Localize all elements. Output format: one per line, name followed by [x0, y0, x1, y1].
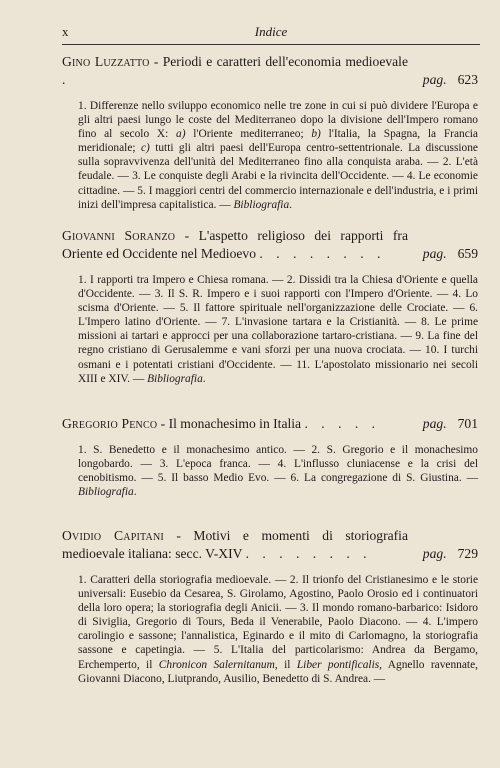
summary-text: l'Oriente mediterraneo; — [185, 128, 312, 141]
entry-heading — [62, 53, 478, 89]
leader-dots: . . . . . — [304, 416, 381, 431]
summary-text: , Agnello ravennate, Giovanni Diacono, Liutprando, Ausilio, Benedetto di S. Andrea. — — [78, 658, 478, 685]
entry-summary — [78, 99, 478, 212]
page-reference — [423, 415, 478, 433]
entry-heading — [62, 415, 478, 433]
page-reference — [423, 71, 478, 89]
page-reference — [423, 545, 478, 563]
summary-italic: a) — [176, 128, 186, 141]
summary-text: , il — [274, 658, 297, 671]
header-rule — [62, 44, 480, 45]
summary-end: . — [202, 372, 206, 385]
leader-dots: . — [62, 72, 71, 87]
bibliography-label: Bibliografia — [233, 198, 290, 211]
entry-title: - Periodi e caratteri dell'economia medioevale — [149, 54, 408, 69]
entry-author: Gregorio Penco — [62, 416, 158, 431]
toc-entry — [62, 227, 478, 386]
page-number-ref: 701 — [457, 416, 478, 431]
entry-summary — [78, 273, 478, 386]
entry-author: Giovanni Soranzo — [62, 228, 176, 243]
entry-summary — [78, 573, 478, 686]
pag-label: pag. — [422, 72, 447, 87]
page-reference — [423, 245, 478, 263]
entry-heading — [62, 227, 478, 263]
toc-entry — [62, 527, 478, 686]
entry-title: - Il monachesimo in Italia — [157, 416, 302, 431]
summary-text: 1. I rapporti tra Impero e Chiesa romana. — 2. Dissidi tra la Chiesa d'Oriente e quella d'Occidente. — 3. Il S. R. Impero e i suoi rapporti con l'Impero d'Oriente. — 4. Lo scisma d'Oriente. — 5. Il fattore spirituale nell'organizzazione delle Crociate. — 6. L'Impero latino d'Oriente. — 7. L'invasione tartara e la Cristianità. — 8. Le prime missioni ai tartari e approcci per una collaborazione tartaro-cristiana. — 9. La fine del regno cristiano di Gerusalemme e vani sforzi per una nuova crociata. — 10. I turchi osmani e i potentati cristiani d'Occidente. — 11. L'apostolato missionario nei secoli XIII e XIV. — — [78, 274, 478, 385]
leader-dots: . . . . . . . . — [259, 246, 386, 261]
summary-italic: Chronicon Salernitanum — [158, 658, 275, 671]
page-number-ref: 729 — [457, 546, 478, 561]
entry-author: Gino Luzzatto — [62, 54, 150, 69]
running-title: Indice — [254, 24, 288, 39]
page-number: x — [62, 24, 69, 39]
summary-text: l'Italia, la Spagna, la Francia meridionale; — [78, 128, 478, 155]
toc-entry — [62, 53, 478, 212]
entry-summary — [78, 443, 478, 499]
entry-title: - L'aspetto religioso dei rapporti fra Oriente ed Occidente nel Medioevo — [62, 228, 408, 261]
pag-label: pag. — [422, 546, 447, 561]
summary-italic: c) — [140, 142, 150, 155]
summary-text: 1. Differenze nello sviluppo economico nelle tre zone in cui si può dividere l'Europa e gli altri paesi lungo le coste del Mediterraneo dopo la divisione dell'Impero romano fino al secolo X: — [78, 100, 478, 141]
summary-text: 1. S. Benedetto e il monachesimo antico. — 2. S. Gregorio e il monachesimo longobardo. — 3. L'epoca franca. — 4. L'influsso cluniacense e la crisi del cenobitismo. — 5. Il basso Medio Evo. — 6. La congregazione di S. Giustina. — — [78, 444, 478, 485]
page-number-ref: 623 — [457, 72, 478, 87]
summary-text: tutti gli altri paesi dell'Europa centro-settentrionale. La discussione sulla sopravvivenza dell'unità del Mediterraneo fino alla conquista araba. — 2. L'età feudale. — 3. Le conquiste degli Arabi e la rivincita dell'Occidente. — 4. Le economie cittadine. — 5. I maggiori centri del commercio internazionale e dell'industria, e i primi inizi dell'impresa capitalistica. — — [78, 142, 478, 211]
entry-title: - Motivi e momenti di storiografia medioevale italiana: secc. V-XIV — [62, 528, 408, 561]
entry-heading — [62, 527, 478, 563]
leader-dots: . . . . . . . . — [245, 546, 372, 561]
pag-label: pag. — [422, 416, 447, 431]
summary-italic: b) — [311, 128, 321, 141]
toc-entry — [62, 415, 478, 499]
pag-label: pag. — [422, 246, 447, 261]
summary-text: 1. Caratteri della storiografia medioevale. — 2. Il trionfo del Cristianesimo e le storie universali: Eusebio da Cesarea, S. Girolamo, Agostino, Paolo Orosio ed i continuatori della loro opera; la storiografia degli Anicii. — 3. Il mondo romano-barbarico: Isidoro di Siviglia, Gregorio di Tours, Beda il Venerabile, Paolo Diacono. — 4. L'impero carolingio e sassone; l'annalistica, Eginardo e il mito di Carlomagno, la storiografia sassone e capetingia. — 5. L'Italia del particolarismo: Andrea da Bergamo, Erchemperto, il — [78, 574, 478, 671]
summary-end: . — [289, 198, 293, 211]
summary-end: . — [133, 486, 137, 499]
page-number-ref: 659 — [457, 246, 478, 261]
bibliography-label: Bibliografia — [147, 372, 203, 385]
running-head — [62, 24, 480, 42]
entry-author: Ovidio Capitani — [62, 528, 164, 543]
bibliography-label: Bibliografia — [78, 486, 134, 499]
summary-italic: Liber pontificalis — [296, 658, 380, 671]
